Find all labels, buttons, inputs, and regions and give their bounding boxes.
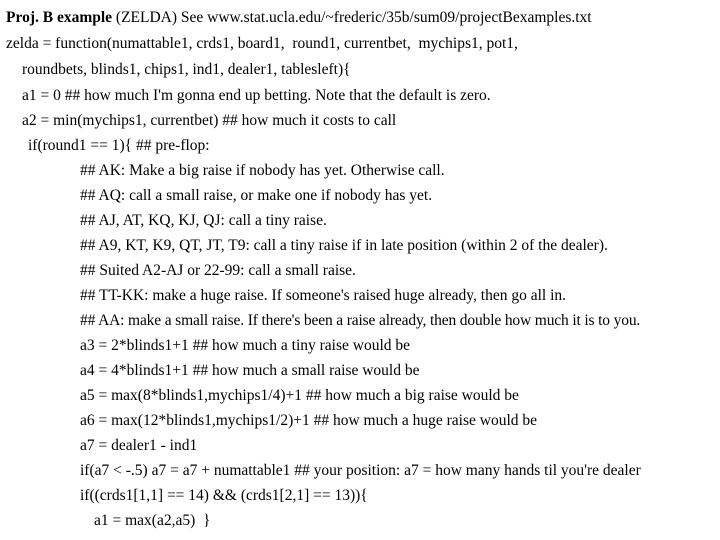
comment-line: ## AA: make a small raise. If there's been a raise already, then double how much it is to you. bbox=[80, 312, 641, 329]
code-line: zelda = function(numattable1, crds1, board1, round1, currentbet, mychips1, pot1, bbox=[6, 35, 518, 52]
code-line: a3 = 2*blinds1+1 ## how much a tiny raise would be bbox=[80, 337, 411, 354]
code-line: a7 = dealer1 - ind1 bbox=[80, 437, 198, 454]
code-line: if(a7 < -.5) a7 = a7 + numattable1 ## your position: a7 = how many hands til you're dealer bbox=[80, 462, 641, 479]
title-bold-text: Proj. B example bbox=[6, 9, 113, 26]
code-line: a2 = min(mychips1, currentbet) ## how much it costs to call bbox=[22, 112, 397, 129]
comment-line: ## TT-KK: make a huge raise. If someone's raised huge already, then go all in. bbox=[80, 287, 567, 304]
title-rest-text: (ZELDA) See www.stat.ucla.edu/~frederic/35b/sum09/projectBexamples.txt bbox=[112, 9, 592, 26]
comment-line: ## AK: Make a big raise if nobody has yet. Otherwise call. bbox=[80, 162, 445, 179]
comment-line: ## AJ, AT, KQ, KJ, QJ: call a tiny raise. bbox=[80, 212, 327, 229]
code-line: a1 = max(a2,a5) } bbox=[94, 512, 211, 529]
comment-line: ## AQ: call a small raise, or make one if nobody has yet. bbox=[80, 187, 433, 204]
code-line: a6 = max(12*blinds1,mychips1/2)+1 ## how much a huge raise would be bbox=[80, 412, 538, 429]
code-line: a5 = max(8*blinds1,mychips1/4)+1 ## how much a big raise would be bbox=[80, 387, 519, 404]
code-line: if((crds1[1,1] == 14) && (crds1[2,1] == 13)){ bbox=[80, 487, 368, 504]
code-line: roundbets, blinds1, chips1, ind1, dealer1, tablesleft){ bbox=[22, 61, 351, 78]
code-line: a1 = 0 ## how much I'm gonna end up betting. Note that the default is zero. bbox=[22, 87, 491, 104]
comment-line: ## Suited A2-AJ or 22-99: call a small raise. bbox=[80, 262, 356, 279]
comment-line: ## A9, KT, K9, QT, JT, T9: call a tiny raise if in late position (within 2 of the dealer). bbox=[80, 237, 608, 254]
slide-title bbox=[6, 8, 592, 28]
code-line: if(round1 == 1){ ## pre-flop: bbox=[28, 137, 210, 154]
code-line: a4 = 4*blinds1+1 ## how much a small raise would be bbox=[80, 362, 420, 379]
